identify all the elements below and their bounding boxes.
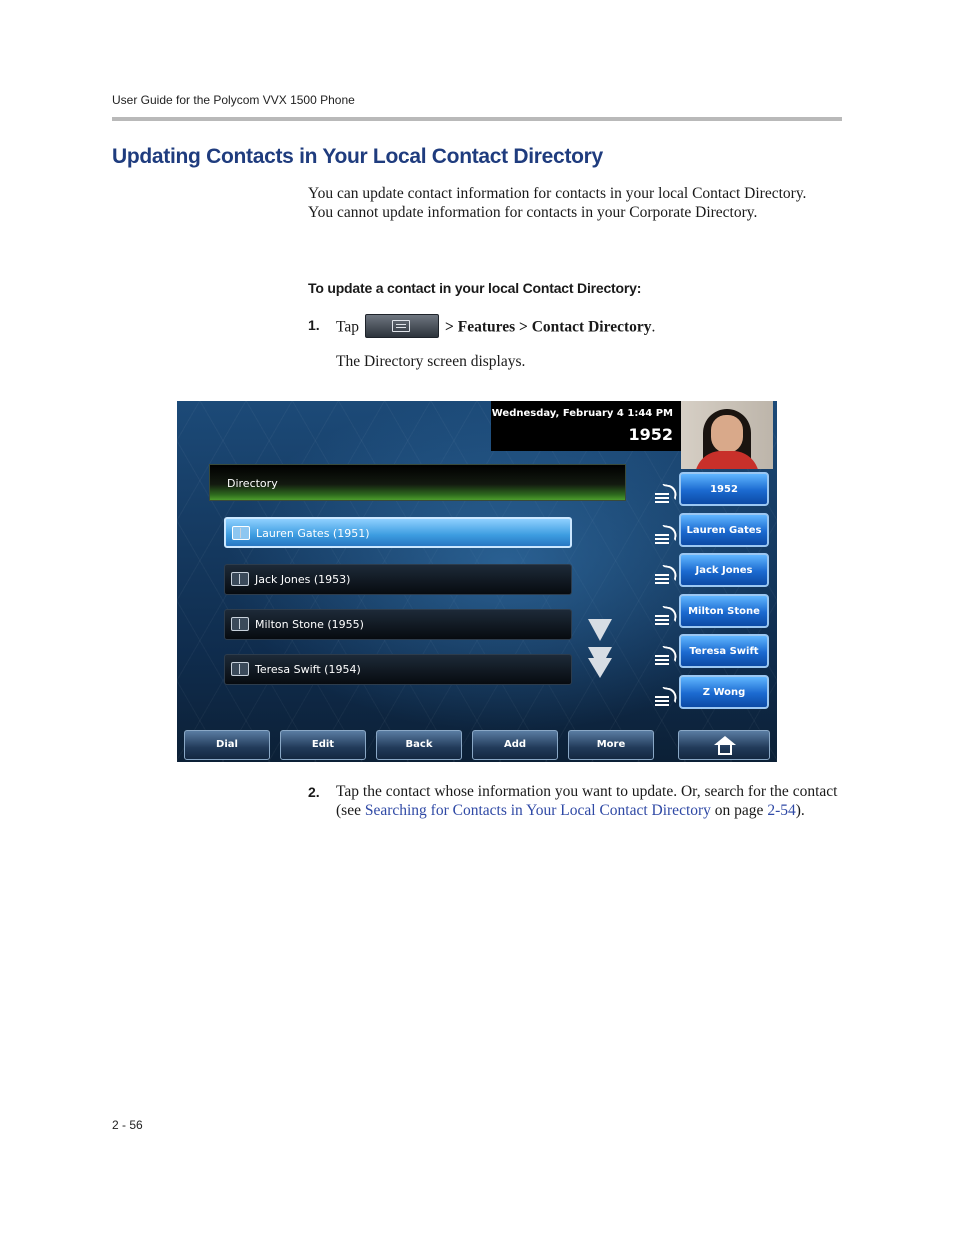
line-key-z-wong[interactable] bbox=[679, 675, 769, 709]
contact-label: Lauren Gates (1951) bbox=[256, 527, 370, 540]
line-key-label: Z Wong bbox=[702, 687, 746, 698]
section-title: Updating Contacts in Your Local Contact Directory bbox=[112, 145, 603, 168]
step-2-text-middle: on page bbox=[710, 801, 768, 819]
softkey-label: Add bbox=[503, 739, 527, 750]
status-bar bbox=[491, 401, 681, 451]
header-rule bbox=[112, 117, 842, 121]
contact-row[interactable] bbox=[224, 609, 572, 640]
page-number: 2 - 56 bbox=[112, 1118, 143, 1132]
handset-icon bbox=[655, 604, 679, 626]
line-key-milton-stone[interactable] bbox=[679, 594, 769, 628]
scroll-down-icon[interactable] bbox=[588, 619, 612, 641]
book-icon bbox=[232, 526, 250, 540]
line-key-label: Jack Jones bbox=[695, 565, 753, 576]
home-button[interactable] bbox=[678, 730, 770, 760]
step-1-text bbox=[336, 316, 841, 340]
contact-label: Milton Stone (1955) bbox=[255, 618, 364, 631]
step-1-result: The Directory screen displays. bbox=[336, 353, 526, 370]
line-key-label: Milton Stone bbox=[688, 606, 760, 617]
line-key-lauren-gates[interactable] bbox=[679, 513, 769, 547]
contact-row[interactable] bbox=[224, 654, 572, 685]
contact-label: Jack Jones (1953) bbox=[255, 573, 351, 586]
contact-row[interactable] bbox=[224, 564, 572, 595]
handset-icon bbox=[655, 563, 679, 585]
cross-reference-link[interactable]: Searching for Contacts in Your Local Contact Directory bbox=[364, 801, 711, 819]
menu-icon bbox=[392, 320, 410, 332]
line-key-1952[interactable] bbox=[679, 472, 769, 506]
handset-icon bbox=[655, 644, 679, 666]
contact-row[interactable] bbox=[224, 517, 572, 548]
running-header: User Guide for the Polycom VVX 1500 Phone bbox=[112, 93, 355, 107]
add-softkey[interactable] bbox=[472, 730, 558, 760]
edit-softkey[interactable] bbox=[280, 730, 366, 760]
step-1-path: > Features > Contact Directory bbox=[445, 318, 652, 336]
line-key-label: 1952 bbox=[710, 484, 738, 495]
intro-paragraph: You can update contact information for contacts in your local Contact Directory. You cannot update information for contacts in your Corporate Directory. bbox=[308, 185, 807, 221]
step-1-prefix: Tap bbox=[336, 318, 360, 336]
softkey-label: Back bbox=[405, 739, 433, 750]
line-key-teresa-swift[interactable] bbox=[679, 634, 769, 668]
softkey-label: Dial bbox=[216, 739, 238, 750]
status-extension: 1952 bbox=[628, 425, 673, 444]
home-icon bbox=[714, 736, 736, 756]
handset-icon bbox=[655, 685, 679, 707]
line-key-label: Teresa Swift bbox=[689, 646, 759, 657]
contact-photo bbox=[681, 401, 773, 469]
book-icon bbox=[231, 572, 249, 586]
handset-icon bbox=[655, 482, 679, 504]
page-reference-link[interactable]: 2-54 bbox=[767, 801, 796, 819]
line-key-label: Lauren Gates bbox=[686, 525, 762, 536]
book-icon bbox=[231, 662, 249, 676]
directory-title-bar bbox=[209, 464, 626, 501]
step-1-number: 1. bbox=[308, 317, 320, 333]
step-2-text-after: ). bbox=[795, 801, 805, 819]
back-softkey[interactable] bbox=[376, 730, 462, 760]
step-2-number: 2. bbox=[308, 784, 320, 800]
dial-softkey[interactable] bbox=[184, 730, 270, 760]
phone-screenshot bbox=[177, 401, 777, 762]
line-key-jack-jones[interactable] bbox=[679, 553, 769, 587]
menu-key-button bbox=[365, 314, 439, 338]
softkey-label: More bbox=[596, 739, 626, 750]
page-down-icon bbox=[588, 658, 612, 678]
step-2-text-before: Tap the contact whose information you want to update. Or, search for the contact (see bbox=[336, 783, 838, 819]
contact-label: Teresa Swift (1954) bbox=[255, 663, 361, 676]
status-date-time: Wednesday, February 4 1:44 PM bbox=[491, 408, 673, 419]
softkey-label: Edit bbox=[311, 739, 335, 750]
directory-title: Directory bbox=[227, 477, 278, 490]
step-2-text bbox=[336, 783, 841, 820]
book-icon bbox=[231, 617, 249, 631]
handset-icon bbox=[655, 523, 679, 545]
step-1-suffix: . bbox=[651, 318, 656, 336]
procedure-title: To update a contact in your local Contact Directory: bbox=[308, 280, 642, 296]
more-softkey[interactable] bbox=[568, 730, 654, 760]
